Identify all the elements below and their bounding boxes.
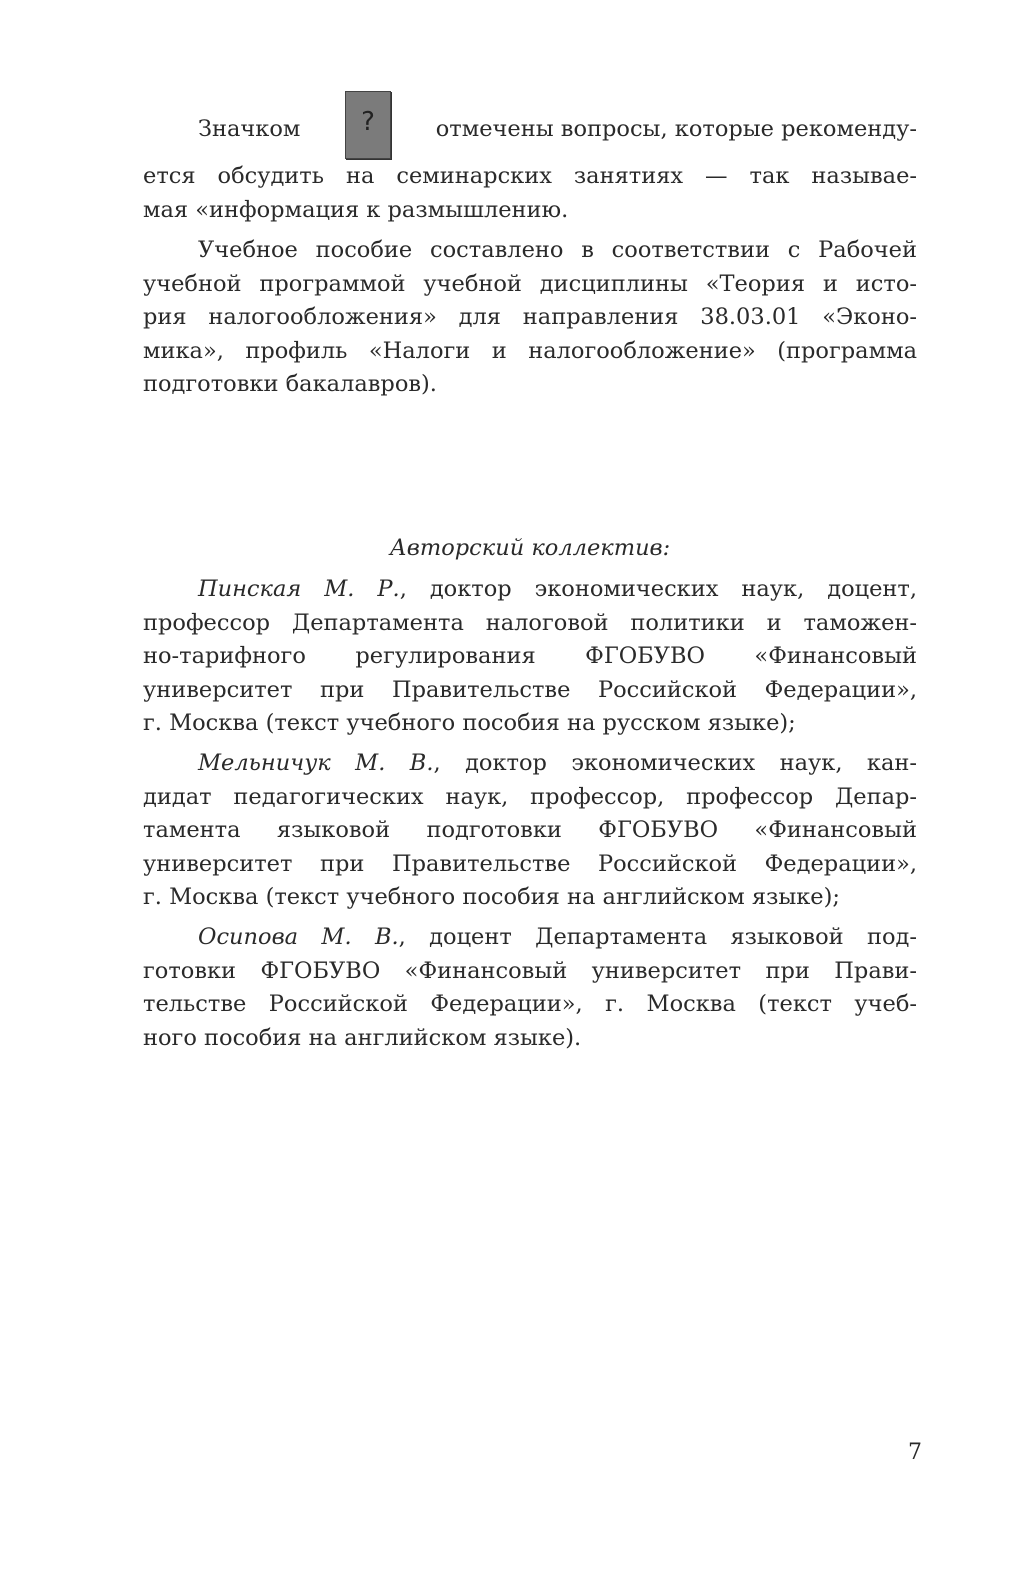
text-fragment: , доктор экономических наук, доцент, (399, 576, 917, 602)
text-line: подготовки бакалавров). (143, 371, 437, 397)
authors-heading: Авторский коллектив: (389, 535, 671, 561)
text-line: Учебное пособие составлено в соответствии с Рабочей (198, 237, 917, 263)
text-line: г. Москва (текст учебного пособия на английском языке); (143, 884, 840, 910)
text-line: ного пособия на английском языке). (143, 1024, 582, 1051)
question-mark-icon: ? (345, 91, 391, 159)
text-line: ется обсудить на семинарских занятиях — так называе- (143, 163, 917, 189)
text-line: университет при Правительстве Российской Федерации», (143, 850, 917, 877)
page-number: 7 (908, 1440, 922, 1465)
text-line (143, 921, 917, 955)
intro-text-after: отмечены вопросы, которые рекоменду- (435, 116, 917, 142)
text-line: мая «информация к размышлению. (143, 196, 569, 223)
author-paragraph (143, 573, 917, 741)
author-name: Пинская М. Р. (198, 576, 400, 602)
text-line: профессор Департамента налоговой политики и таможен- (143, 609, 917, 636)
program-paragraph (143, 234, 917, 402)
text-fragment: , доцент Департамента языковой под- (398, 924, 917, 950)
intro-first-line (198, 96, 917, 162)
intro-text-before: Значком (198, 116, 301, 142)
author-paragraph (143, 747, 917, 915)
text-line: готовки ФГОБУВО «Финансовый университет при Прави- (143, 957, 917, 984)
author-paragraph (143, 921, 917, 1055)
author-name: Осипова М. В. (198, 924, 399, 950)
intro-paragraph (143, 160, 917, 227)
author-name: Мельничук М. В. (198, 750, 434, 776)
text-line: учебной программой учебной дисциплины «Теория и исто- (143, 270, 917, 297)
text-line: университет при Правительстве Российской Федерации», (143, 676, 917, 703)
text-line: тельстве Российской Федерации», г. Москва (текст учеб- (143, 991, 917, 1017)
text-line: мика», профиль «Налоги и налогообложение» (программа (143, 337, 917, 364)
text-line: но-тарифного регулирования ФГОБУВО «Финансовый (143, 643, 917, 669)
text-fragment: , доктор экономических наук, кан- (433, 750, 917, 776)
text-line: тамента языковой подготовки ФГОБУВО «Финансовый (143, 817, 917, 843)
text-line: дидат педагогических наук, профессор, профессор Депар- (143, 783, 917, 810)
text-line (143, 573, 917, 607)
text-line: г. Москва (текст учебного пособия на русском языке); (143, 710, 796, 736)
text-line (143, 747, 917, 781)
text-line: рия налогообложения» для направления 38.03.01 «Эконо- (143, 304, 917, 330)
